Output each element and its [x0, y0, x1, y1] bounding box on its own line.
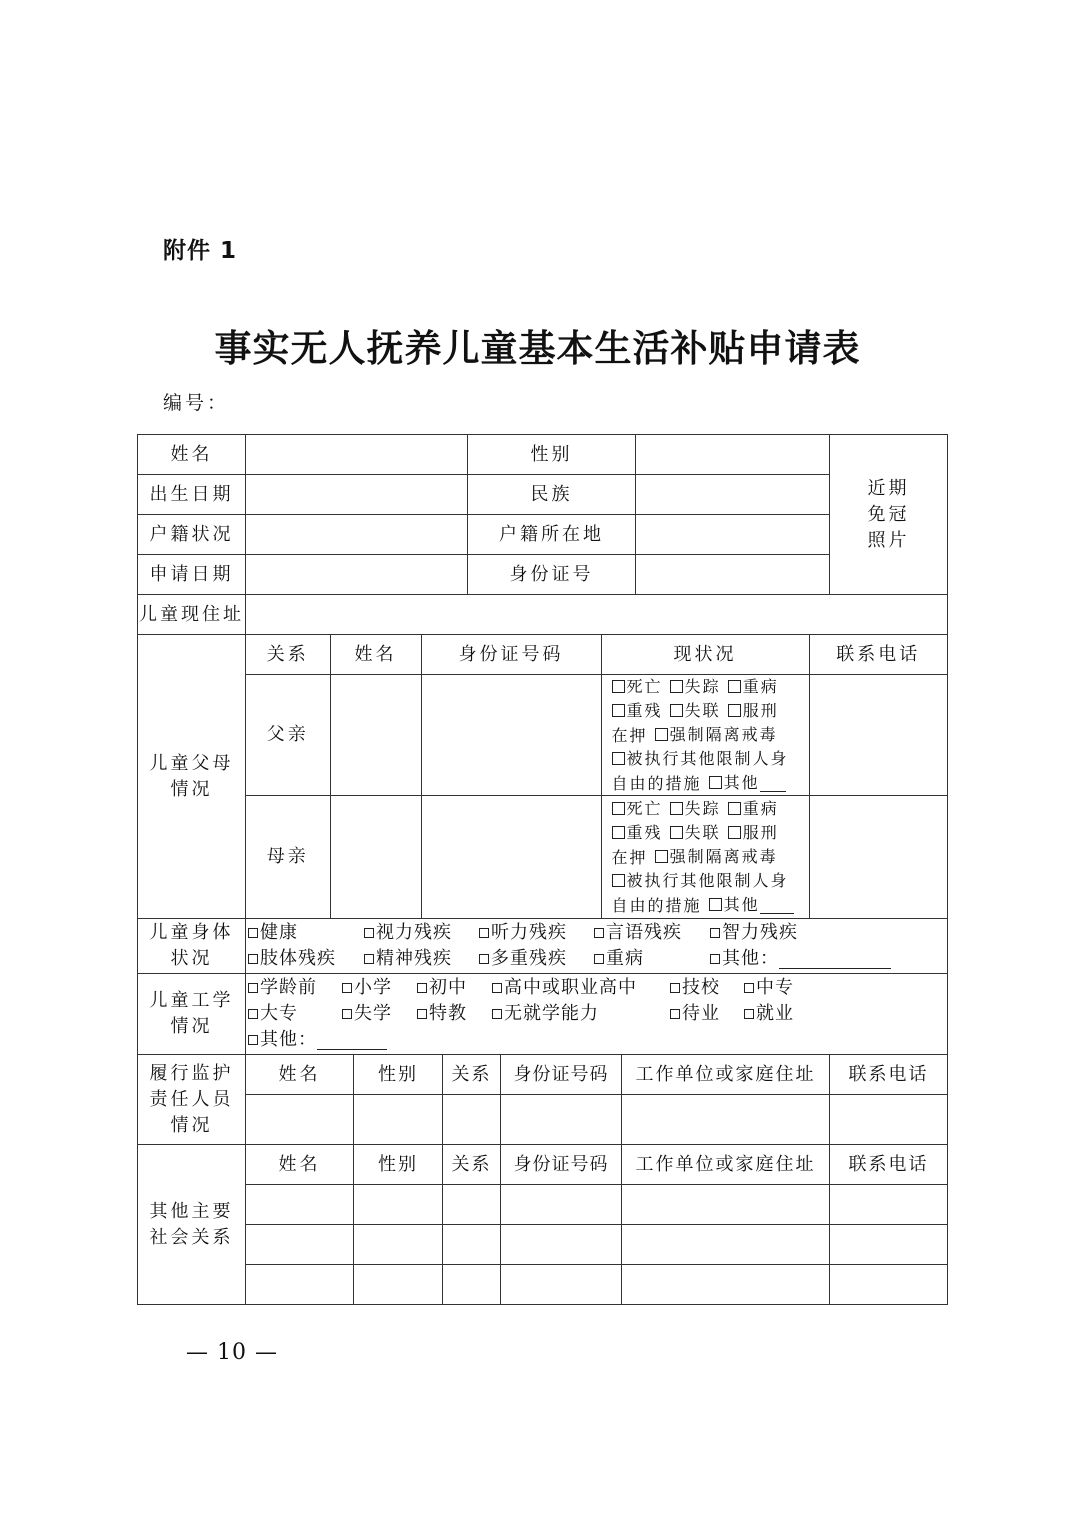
checkbox-icon [479, 954, 489, 964]
option-label: 学龄前 [260, 977, 317, 998]
father-opt-ill[interactable] [728, 675, 779, 698]
mother-opt-other[interactable] [709, 893, 794, 916]
option-label: 肢体残疾 [260, 948, 336, 969]
health-opt-speech[interactable] [594, 920, 710, 946]
option-label: 重病 [742, 677, 779, 696]
option-label: 重病 [606, 948, 644, 969]
social-header-phone: 联系电话 [830, 1145, 948, 1185]
apply-date-field[interactable] [246, 555, 468, 595]
father-label: 父亲 [246, 675, 330, 795]
option-label: 视力残疾 [376, 922, 452, 943]
parents-section-line-1: 儿童父母 [149, 752, 234, 774]
option-label: 初中 [429, 977, 467, 998]
guardian-section-line-3: 情况 [170, 1114, 213, 1136]
checkbox-icon [364, 954, 374, 964]
health-opt-vision[interactable] [364, 920, 479, 946]
social-section-line-1: 其他主要 [149, 1200, 234, 1222]
id-number-label: 身份证号 [468, 555, 636, 595]
checkbox-icon [612, 874, 625, 887]
edu-opt-unemployed[interactable] [670, 1001, 744, 1027]
option-label: 其他： [722, 948, 779, 969]
health-opt-serious-illness[interactable] [594, 946, 710, 972]
parents-header-id: 身份证号码 [421, 635, 601, 674]
health-opt-healthy[interactable] [248, 920, 364, 946]
checkbox-icon [492, 1009, 502, 1019]
father-opt-disabled[interactable] [612, 699, 663, 722]
health-section-line-1: 儿童身体 [149, 922, 234, 943]
option-label: 重残 [626, 823, 663, 842]
social-phone-field[interactable] [830, 1185, 948, 1225]
father-name-field[interactable] [330, 675, 421, 795]
table-row [138, 1265, 948, 1305]
page-number: — 10 — [186, 1340, 278, 1365]
apply-date-label: 申请日期 [138, 555, 246, 595]
option-label: 服刑 [742, 701, 779, 720]
guardian-section-label [138, 1055, 246, 1145]
option-label: 待业 [682, 1003, 720, 1024]
application-form-table [137, 434, 948, 1305]
other-blank[interactable] [779, 950, 891, 969]
checkbox-icon [670, 983, 680, 993]
guardian-phone-field[interactable] [830, 1095, 948, 1145]
birth-date-field[interactable] [246, 475, 468, 515]
guardian-header-name: 姓名 [246, 1055, 354, 1095]
education-section-line-2: 情况 [170, 1016, 213, 1037]
checkbox-icon [612, 680, 625, 693]
parents-header-status: 现状况 [601, 635, 809, 674]
checkbox-icon [612, 802, 625, 815]
id-number-field[interactable] [636, 555, 830, 595]
option-label: 失学 [354, 1003, 392, 1024]
guardian-name-field[interactable] [246, 1095, 354, 1145]
checkbox-icon [744, 1009, 754, 1019]
father-opt-other[interactable] [709, 771, 786, 794]
guardian-address-field[interactable] [622, 1095, 830, 1145]
education-section-line-1: 儿童工学 [149, 990, 234, 1011]
checkbox-icon [479, 928, 489, 938]
social-header-relation: 关系 [443, 1145, 501, 1185]
checkbox-icon [728, 680, 741, 693]
option-label: 死亡 [626, 677, 663, 696]
mother-opt-lost-contact[interactable] [670, 821, 721, 844]
checkbox-icon [670, 680, 683, 693]
option-label: 重残 [626, 701, 663, 720]
checkbox-icon [248, 1009, 258, 1019]
hukou-location-field[interactable] [636, 515, 830, 555]
table-row [138, 1225, 948, 1265]
checkbox-icon [248, 983, 258, 993]
social-name-field[interactable] [246, 1185, 354, 1225]
mother-id-field[interactable] [421, 796, 601, 918]
edu-opt-college[interactable] [248, 1001, 342, 1027]
social-name-field[interactable] [246, 1265, 354, 1305]
edu-opt-employed[interactable] [744, 1001, 794, 1027]
mother-row [246, 796, 948, 919]
checkbox-icon [417, 1009, 427, 1019]
father-phone-field[interactable] [809, 675, 947, 795]
option-label: 重病 [742, 799, 779, 818]
education-section-label [138, 974, 246, 1055]
social-gender-field[interactable] [354, 1185, 443, 1225]
checkbox-icon [342, 1009, 352, 1019]
option-label: 被执行其他限制人身 [626, 749, 789, 768]
social-name-field[interactable] [246, 1225, 354, 1265]
checkbox-icon [248, 928, 258, 938]
checkbox-icon [594, 928, 604, 938]
parents-section-label [138, 635, 246, 919]
birth-date-label: 出生日期 [138, 475, 246, 515]
guardian-header-phone: 联系电话 [830, 1055, 948, 1095]
checkbox-icon [655, 850, 668, 863]
option-label: 听力残疾 [491, 922, 567, 943]
option-label: 小学 [354, 977, 392, 998]
option-label: 特教 [429, 1003, 467, 1024]
social-header-gender: 性别 [354, 1145, 443, 1185]
option-label: 服刑 [742, 823, 779, 842]
mother-opt-restricted[interactable] [612, 869, 789, 892]
checkbox-icon [417, 983, 427, 993]
mother-opt-dead[interactable] [612, 797, 663, 820]
name-field[interactable] [246, 435, 468, 475]
option-label: 自由的措施 [611, 896, 702, 915]
parents-header-phone: 联系电话 [809, 635, 947, 674]
address-field[interactable] [246, 595, 948, 635]
edu-opt-vocational[interactable] [744, 975, 794, 1001]
other-blank[interactable] [760, 895, 794, 914]
checkbox-icon [670, 704, 683, 717]
health-options [246, 919, 948, 974]
parents-header-name: 姓名 [330, 635, 421, 674]
guardian-gender-field[interactable] [354, 1095, 443, 1145]
option-label: 其他： [260, 1029, 317, 1050]
social-phone-field[interactable] [830, 1225, 948, 1265]
mother-opt-disabled[interactable] [612, 821, 663, 844]
option-label: 健康 [260, 922, 298, 943]
checkbox-icon [594, 954, 604, 964]
option-label: 其他 [723, 773, 760, 792]
social-relation-field[interactable] [443, 1225, 501, 1265]
father-opt-serving-sentence[interactable] [728, 699, 779, 722]
edu-opt-technical[interactable] [670, 975, 744, 1001]
father-status-options [601, 675, 809, 795]
social-header-address: 工作单位或家庭住址 [622, 1145, 830, 1185]
social-gender-field[interactable] [354, 1265, 443, 1305]
mother-phone-field[interactable] [809, 796, 947, 918]
photo-area[interactable] [830, 435, 948, 595]
option-label: 无就学能力 [504, 1003, 599, 1024]
option-label: 大专 [260, 1003, 298, 1024]
address-label: 儿童现住址 [138, 595, 246, 635]
checkbox-icon [612, 704, 625, 717]
mother-opt-ill[interactable] [728, 797, 779, 820]
checkbox-icon [710, 954, 720, 964]
attachment-label: 附件 1 [163, 238, 238, 264]
social-address-field[interactable] [622, 1225, 830, 1265]
checkbox-icon [655, 728, 668, 741]
option-label: 强制隔离戒毒 [669, 725, 778, 744]
father-opt-lost-contact[interactable] [670, 699, 721, 722]
guardian-header-address: 工作单位或家庭住址 [622, 1055, 830, 1095]
option-label: 其他 [723, 895, 760, 914]
name-label: 姓名 [138, 435, 246, 475]
table-row [138, 1185, 948, 1225]
health-opt-mental[interactable] [364, 946, 479, 972]
father-opt-missing[interactable] [670, 675, 721, 698]
option-label: 多重残疾 [491, 948, 567, 969]
option-label: 被执行其他限制人身 [626, 871, 789, 890]
parents-header-relation: 关系 [246, 635, 330, 674]
edu-opt-other[interactable] [248, 1027, 387, 1053]
hukou-location-label: 户籍所在地 [468, 515, 636, 555]
checkbox-icon [492, 983, 502, 993]
checkbox-icon [670, 826, 683, 839]
option-label: 失踪 [684, 799, 721, 818]
social-gender-field[interactable] [354, 1225, 443, 1265]
checkbox-icon [728, 704, 741, 717]
health-opt-hearing[interactable] [479, 920, 594, 946]
edu-opt-senior-high[interactable] [492, 975, 670, 1001]
health-opt-intellectual[interactable] [710, 920, 798, 946]
health-section-line-2: 状况 [170, 948, 213, 969]
checkbox-icon [342, 983, 352, 993]
gender-field[interactable] [636, 435, 830, 475]
photo-label-line-1: 近期 [867, 477, 910, 499]
checkbox-icon [744, 983, 754, 993]
option-label: 技校 [682, 977, 720, 998]
option-label: 死亡 [626, 799, 663, 818]
social-address-field[interactable] [622, 1265, 830, 1305]
hukou-status-label: 户籍状况 [138, 515, 246, 555]
option-label: 失联 [684, 823, 721, 842]
edu-opt-unable[interactable] [492, 1001, 670, 1027]
photo-label-line-2: 免冠 [867, 503, 910, 525]
health-opt-physical[interactable] [248, 946, 364, 972]
father-opt-restricted[interactable] [612, 747, 789, 770]
father-opt-rehab[interactable] [655, 723, 778, 746]
social-header-name: 姓名 [246, 1145, 354, 1185]
guardian-header-id: 身份证号码 [501, 1055, 622, 1095]
guardian-section-line-1: 履行监护 [149, 1062, 234, 1084]
health-section-label [138, 919, 246, 974]
social-address-field[interactable] [622, 1185, 830, 1225]
social-section-label [138, 1145, 246, 1305]
option-label: 言语残疾 [606, 922, 682, 943]
photo-label-line-3: 照片 [867, 529, 910, 551]
checkbox-icon [670, 1009, 680, 1019]
ethnicity-field[interactable] [636, 475, 830, 515]
checkbox-icon [728, 802, 741, 815]
checkbox-icon [709, 776, 722, 789]
option-label: 失联 [684, 701, 721, 720]
social-section-line-2: 社会关系 [149, 1226, 234, 1248]
checkbox-icon [364, 928, 374, 938]
option-label: 智力残疾 [722, 922, 798, 943]
mother-label: 母亲 [246, 796, 330, 918]
guardian-relation-field[interactable] [443, 1095, 501, 1145]
guardian-section-line-2: 责任人员 [149, 1088, 234, 1110]
guardian-header-gender: 性别 [354, 1055, 443, 1095]
social-id-field[interactable] [501, 1225, 622, 1265]
checkbox-icon [728, 826, 741, 839]
gender-label: 性别 [468, 435, 636, 475]
option-label: 强制隔离戒毒 [669, 847, 778, 866]
mother-name-field[interactable] [330, 796, 421, 918]
father-id-field[interactable] [421, 675, 601, 795]
social-relation-field[interactable] [443, 1265, 501, 1305]
checkbox-icon [612, 752, 625, 765]
father-row [246, 675, 948, 796]
social-relation-field[interactable] [443, 1185, 501, 1225]
other-blank[interactable] [760, 773, 786, 792]
health-opt-other[interactable] [710, 946, 891, 972]
checkbox-icon [710, 928, 720, 938]
option-label: 高中或职业高中 [504, 977, 637, 998]
edu-opt-preschool[interactable] [248, 975, 342, 1001]
father-opt-dead[interactable] [612, 675, 663, 698]
ethnicity-label: 民族 [468, 475, 636, 515]
checkbox-icon [248, 954, 258, 964]
edu-opt-junior-high[interactable] [417, 975, 492, 1001]
option-label: 精神残疾 [376, 948, 452, 969]
social-header-id: 身份证号码 [501, 1145, 622, 1185]
edu-opt-special[interactable] [417, 1001, 492, 1027]
form-title: 事实无人抚养儿童基本生活补贴申请表 [214, 326, 861, 370]
edu-opt-primary[interactable] [342, 975, 417, 1001]
edu-opt-dropout[interactable] [342, 1001, 417, 1027]
option-label: 就业 [756, 1003, 794, 1024]
parents-subtable-header [246, 635, 948, 675]
mother-opt-rehab[interactable] [655, 845, 778, 868]
social-phone-field[interactable] [830, 1265, 948, 1305]
mother-opt-missing[interactable] [670, 797, 721, 820]
social-id-field[interactable] [501, 1185, 622, 1225]
option-label: 在押 [611, 726, 648, 745]
serial-number-label: 编号： [163, 392, 230, 414]
other-blank[interactable] [317, 1031, 387, 1050]
education-options [246, 974, 948, 1055]
option-label: 中专 [756, 977, 794, 998]
health-opt-multiple[interactable] [479, 946, 594, 972]
mother-opt-serving-sentence[interactable] [728, 821, 779, 844]
option-label: 失踪 [684, 677, 721, 696]
guardian-header-relation: 关系 [443, 1055, 501, 1095]
mother-status-options [601, 796, 809, 918]
hukou-status-field[interactable] [246, 515, 468, 555]
guardian-id-field[interactable] [501, 1095, 622, 1145]
checkbox-icon [670, 802, 683, 815]
checkbox-icon [709, 898, 722, 911]
checkbox-icon [612, 826, 625, 839]
checkbox-icon [248, 1035, 258, 1045]
option-label: 自由的措施 [611, 774, 702, 793]
parents-section-line-2: 情况 [170, 778, 213, 800]
option-label: 在押 [611, 848, 648, 867]
social-id-field[interactable] [501, 1265, 622, 1305]
